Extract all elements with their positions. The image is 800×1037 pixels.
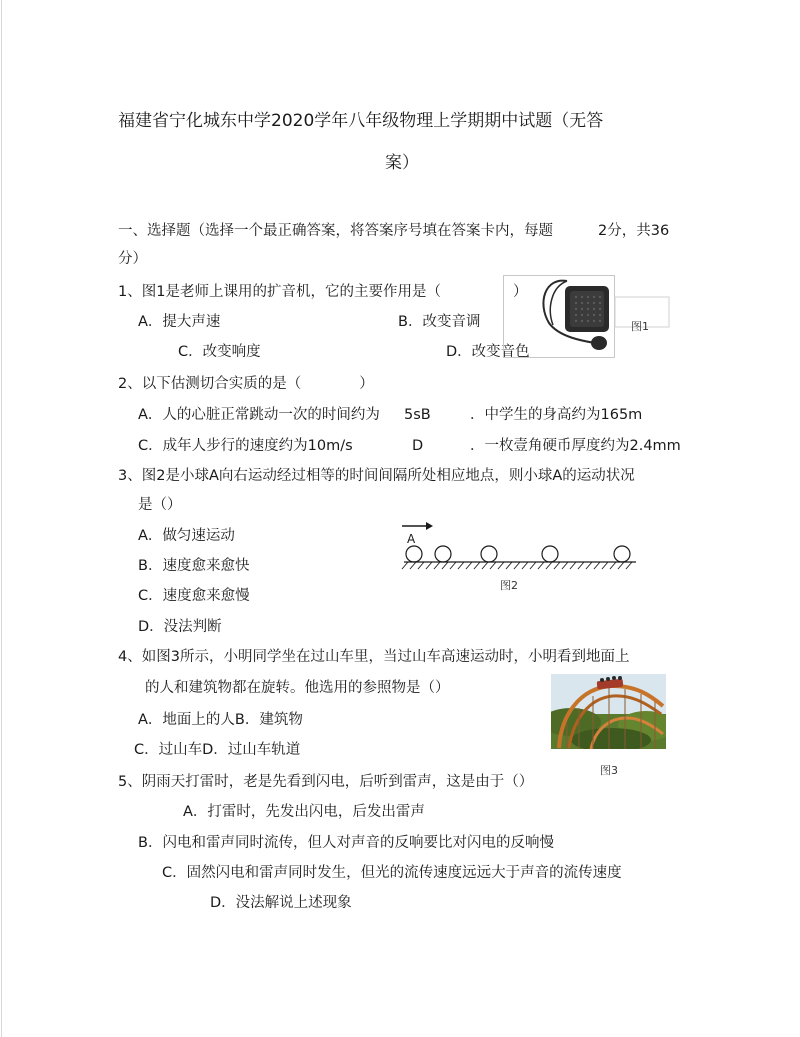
figure-1-caption: 图1 [631,320,649,333]
q5-option-c: C．固然闪电和雷声同时发生，但光的流传速度远远大于声音的流传速度 [162,865,622,881]
q2-option-a-value: 5sB [404,407,431,423]
q2-option-c: C．成年人步行的速度约为10m/s [138,438,353,454]
q5-stem: 5、阴雨天打雷时，老是先看到闪电，后听到雷声，这是由于（） [118,774,534,790]
q3-option-d: D．没法判断 [138,619,222,635]
figure-2-ball-motion [398,518,648,576]
section-heading: 一、选择题（选择一个最正确答案，将答案序号填在答案卡内，每题 [118,223,553,239]
q2-stem: 2、以下估测切合实质的是（ ） [118,376,374,392]
q2-option-b: ．中学生的身高约为165m [470,407,643,423]
figure-3-caption: 图3 [600,764,618,777]
q5-option-d: D．没法解说上述现象 [210,895,352,911]
section-heading-line-2: 分） [118,251,147,267]
q4-stem-line-2: 的人和建筑物都在旋转。他选用的参照物是（） [145,680,450,696]
page-title-line-2: 案） [385,153,419,173]
q3-option-b: B．速度愈来愈快 [138,558,250,574]
q4-options-ab: A．地面上的人B．建筑物 [138,712,303,728]
page-edge [1,0,2,1037]
figure-2-ball-label: A [407,532,416,546]
q4-options-cd: C．过山车D．过山车轨道 [134,742,301,758]
section-heading-points: 2分，共36 [598,223,670,239]
figure-2-caption: 图2 [500,579,518,592]
q3-option-c: C．速度愈来愈慢 [138,588,250,604]
q3-option-a: A．做匀速运动 [138,528,235,544]
q5-option-b: B．闪电和雷声同时流传，但人对声音的反响要比对闪电的反响慢 [138,835,554,851]
q1-stem: 1、图1是老师上课用的扩音机，它的主要作用是（ [118,284,441,300]
q1-option-c: C．改变响度 [178,344,261,360]
page-title-line-1: 福建省宁化城东中学2020学年八年级物理上学期期中试题（无答 [118,111,604,131]
q1-stem-close: ） [513,284,528,300]
q2-option-d-label: D [412,438,424,454]
q1-option-b: B．改变音调 [398,314,481,330]
q3-stem: 3、图2是小球A向右运动经过相等的时间间隔所处相应地点，则小球A的运动状况 [118,468,635,484]
q5-option-a: A．打雷时，先发出闪电，后发出雷声 [183,804,425,820]
q2-option-d: ．一枚壹角硬币厚度约为2.4mm [470,438,681,454]
q2-option-a: A．人的心脏正常跳动一次的时间约为 [138,407,380,423]
q4-stem: 4、如图3所示，小明同学坐在过山车里，当过山车高速运动时，小明看到地面上 [118,649,630,665]
q1-option-a: A．提大声速 [138,314,221,330]
figure-3-roller-coaster-photo [551,674,666,749]
q3-stem-line-2: 是（） [138,497,182,513]
q1-option-d: D．改变音色 [446,344,530,360]
